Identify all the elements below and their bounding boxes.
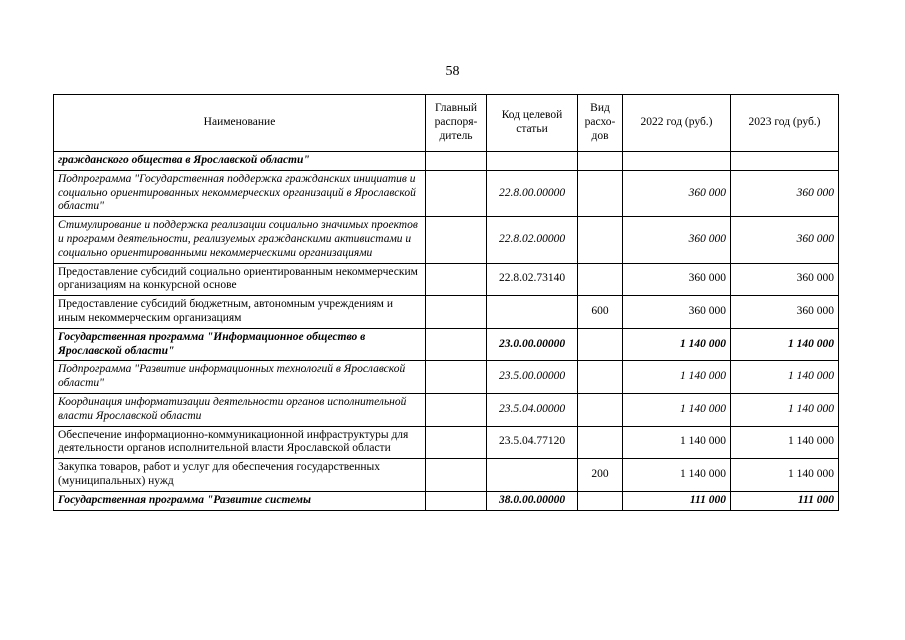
header-code: Код целевой статьи	[487, 95, 578, 152]
cell-2023: 1 140 000	[731, 393, 839, 426]
cell-name: гражданского общества в Ярославской области"	[54, 152, 426, 171]
cell-2023: 1 140 000	[731, 328, 839, 361]
cell-2022: 1 140 000	[623, 459, 731, 492]
cell-name: Подпрограмма "Государственная поддержка гражданских инициатив и социально ориентированных некоммерческих организаций в Ярославской области"	[54, 170, 426, 216]
cell-code	[487, 152, 578, 171]
cell-name: Закупка товаров, работ и услуг для обеспечения государственных (муниципальных) нужд	[54, 459, 426, 492]
header-admin: Главный распоря-дитель	[426, 95, 487, 152]
cell-admin	[426, 393, 487, 426]
header-name: Наименование	[54, 95, 426, 152]
cell-name: Государственная программа "Информационное общество в Ярославской области"	[54, 328, 426, 361]
cell-name: Стимулирование и поддержка реализации социально значимых проектов и программ деятельности, реализуемых гражданскими активистами и социально ориентированными некоммерческими организациями	[54, 217, 426, 263]
cell-admin	[426, 491, 487, 510]
table-row	[54, 296, 839, 329]
cell-expense: 600	[578, 296, 623, 329]
cell-expense	[578, 491, 623, 510]
cell-admin	[426, 170, 487, 216]
cell-code: 23.5.04.00000	[487, 393, 578, 426]
cell-2023: 360 000	[731, 170, 839, 216]
cell-2022: 1 140 000	[623, 393, 731, 426]
cell-2023: 360 000	[731, 296, 839, 329]
cell-name: Государственная программа "Развитие системы	[54, 491, 426, 510]
cell-admin	[426, 152, 487, 171]
cell-expense	[578, 361, 623, 394]
cell-2022	[623, 152, 731, 171]
cell-admin	[426, 328, 487, 361]
cell-2023: 360 000	[731, 263, 839, 296]
cell-admin	[426, 263, 487, 296]
table-row	[54, 426, 839, 459]
page-number: 58	[445, 64, 460, 79]
cell-expense	[578, 217, 623, 263]
header-2022: 2022 год (руб.)	[623, 95, 731, 152]
cell-2022: 1 140 000	[623, 361, 731, 394]
cell-name: Предоставление субсидий социально ориентированным некоммерческим организациям на конкурсной основе	[54, 263, 426, 296]
cell-admin	[426, 296, 487, 329]
cell-admin	[426, 217, 487, 263]
table-row	[54, 459, 839, 492]
cell-code: 22.8.00.00000	[487, 170, 578, 216]
cell-code	[487, 459, 578, 492]
cell-admin	[426, 459, 487, 492]
table-row	[54, 170, 839, 216]
table-row	[54, 263, 839, 296]
cell-name: Подпрограмма "Развитие информационных технологий в Ярославской области"	[54, 361, 426, 394]
cell-2023: 360 000	[731, 217, 839, 263]
cell-code: 23.0.00.00000	[487, 328, 578, 361]
cell-code: 22.8.02.00000	[487, 217, 578, 263]
cell-code: 23.5.04.77120	[487, 426, 578, 459]
cell-2023: 1 140 000	[731, 426, 839, 459]
cell-admin	[426, 426, 487, 459]
cell-2023: 111 000	[731, 491, 839, 510]
cell-expense	[578, 328, 623, 361]
cell-2022: 360 000	[623, 170, 731, 216]
cell-name: Обеспечение информационно-коммуникационной инфраструктуры для деятельности органов исполнительной власти Ярославской области	[54, 426, 426, 459]
cell-2023: 1 140 000	[731, 361, 839, 394]
header-expense: Вид расхо-дов	[578, 95, 623, 152]
cell-2022: 111 000	[623, 491, 731, 510]
cell-2022: 1 140 000	[623, 426, 731, 459]
cell-name: Координация информатизации деятельности органов исполнительной власти Ярославской области	[54, 393, 426, 426]
table-header-row	[54, 95, 839, 152]
table-row	[54, 217, 839, 263]
table-row	[54, 491, 839, 510]
cell-2022: 360 000	[623, 263, 731, 296]
cell-expense	[578, 263, 623, 296]
header-2023: 2023 год (руб.)	[731, 95, 839, 152]
cell-code: 23.5.00.00000	[487, 361, 578, 394]
cell-2022: 1 140 000	[623, 328, 731, 361]
cell-expense	[578, 426, 623, 459]
cell-2022: 360 000	[623, 296, 731, 329]
cell-expense	[578, 393, 623, 426]
cell-expense	[578, 152, 623, 171]
table-row	[54, 393, 839, 426]
cell-code: 22.8.02.73140	[487, 263, 578, 296]
budget-table	[53, 94, 839, 511]
table-row	[54, 361, 839, 394]
cell-name: Предоставление субсидий бюджетным, автономным учреждениям и иным некоммерческим организациям	[54, 296, 426, 329]
cell-2023: 1 140 000	[731, 459, 839, 492]
cell-code: 38.0.00.00000	[487, 491, 578, 510]
table-row	[54, 328, 839, 361]
cell-admin	[426, 361, 487, 394]
cell-code	[487, 296, 578, 329]
cell-expense: 200	[578, 459, 623, 492]
cell-expense	[578, 170, 623, 216]
cell-2023	[731, 152, 839, 171]
cell-2022: 360 000	[623, 217, 731, 263]
table-row	[54, 152, 839, 171]
